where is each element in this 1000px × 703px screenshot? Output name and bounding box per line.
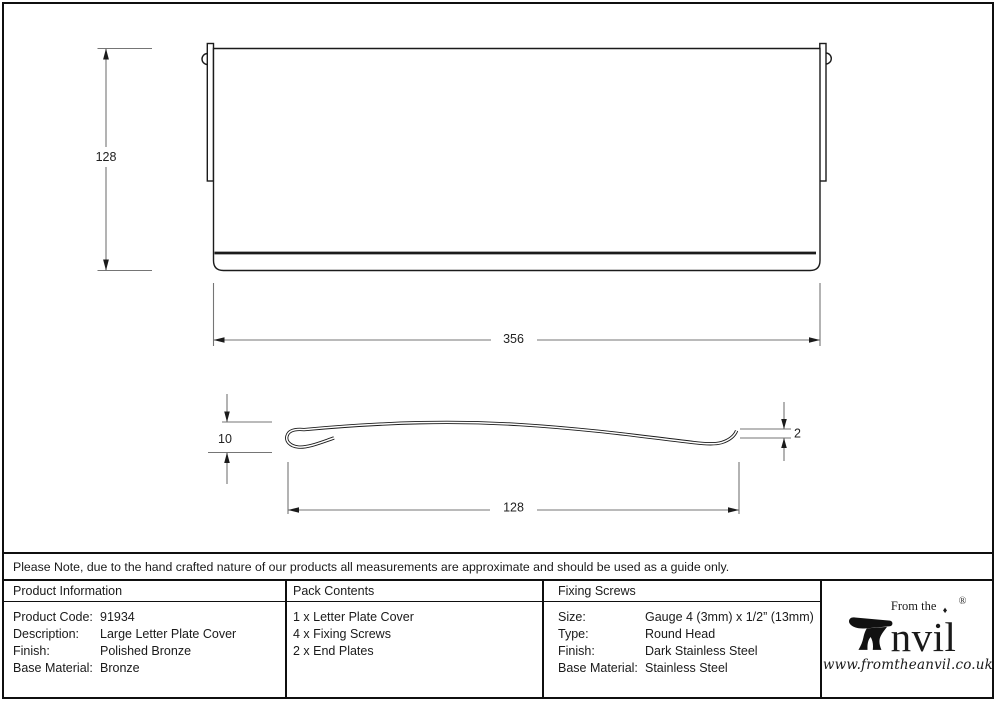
from-the-anvil-logo (822, 596, 994, 673)
profile-depth-label: 10 (218, 432, 232, 446)
anvil-icon (848, 613, 894, 652)
row-label: Finish: (558, 644, 595, 658)
row-value: Gauge 4 (3mm) x 1/2” (13mm) (645, 610, 814, 624)
row-value: Large Letter Plate Cover (100, 627, 237, 641)
front-view-drawing (202, 44, 831, 271)
table-row (13, 643, 281, 660)
row-label: Product Code: (13, 610, 93, 624)
brand-wordmark: nvil (890, 614, 957, 660)
column-pack-contents (287, 581, 544, 699)
profile-view-drawing (287, 422, 737, 447)
fixing-screws-header: Fixing Screws (544, 581, 820, 602)
front-width-label: 356 (503, 332, 524, 346)
pack-item: 4 x Fixing Screws (293, 627, 391, 641)
profile-thickness-label: 2 (794, 426, 801, 441)
table-row (558, 660, 816, 677)
row-value: Polished Bronze (100, 644, 192, 658)
cover-flap-outline (214, 49, 821, 271)
dimension-profile-depth (208, 394, 272, 484)
row-label: Base Material: (558, 661, 638, 675)
column-brand-logo (822, 581, 994, 699)
product-info-table (2, 581, 994, 699)
dimension-profile-width (288, 462, 739, 515)
row-label: Finish: (13, 644, 50, 658)
right-end-plate (820, 44, 826, 182)
measurement-note (2, 552, 994, 581)
note-text: Please Note, due to the hand crafted nature of our products all measurements are approximate and should be used as a guide only. (13, 559, 730, 574)
row-label: Size: (558, 610, 586, 624)
row-label: Base Material: (13, 661, 93, 675)
table-row (13, 626, 281, 643)
column-product-information (2, 581, 287, 699)
dimension-front-width (214, 283, 821, 346)
product-information-header: Product Information (2, 581, 285, 602)
dimension-front-height (96, 49, 152, 271)
profile-section-inner (287, 422, 737, 447)
row-value: 91934 (100, 610, 135, 624)
row-value: Bronze (100, 661, 140, 675)
profile-width-label: 128 (503, 500, 524, 515)
row-label: Description: (13, 627, 79, 641)
row-value: Dark Stainless Steel (645, 644, 758, 658)
brand-website: www.fromtheanvil.co.uk (822, 657, 994, 673)
table-row (558, 609, 816, 626)
diamond-icon: ♦ (942, 605, 948, 615)
table-row (13, 660, 281, 677)
table-row (13, 609, 281, 626)
row-value: Round Head (645, 627, 716, 641)
pack-item: 1 x Letter Plate Cover (293, 610, 414, 624)
row-value: Stainless Steel (645, 661, 728, 675)
table-row (558, 643, 816, 660)
left-end-plate (207, 44, 213, 182)
front-height-label: 128 (95, 150, 117, 164)
brand-tagline: From the (890, 599, 937, 613)
pack-item: 2 x End Plates (293, 644, 374, 658)
pack-contents-header: Pack Contents (287, 581, 542, 602)
row-label: Type: (558, 627, 589, 641)
column-fixing-screws (544, 581, 822, 699)
registered-trademark-icon: ® (958, 596, 967, 607)
dimension-profile-thickness (740, 402, 801, 461)
table-row (558, 626, 816, 643)
